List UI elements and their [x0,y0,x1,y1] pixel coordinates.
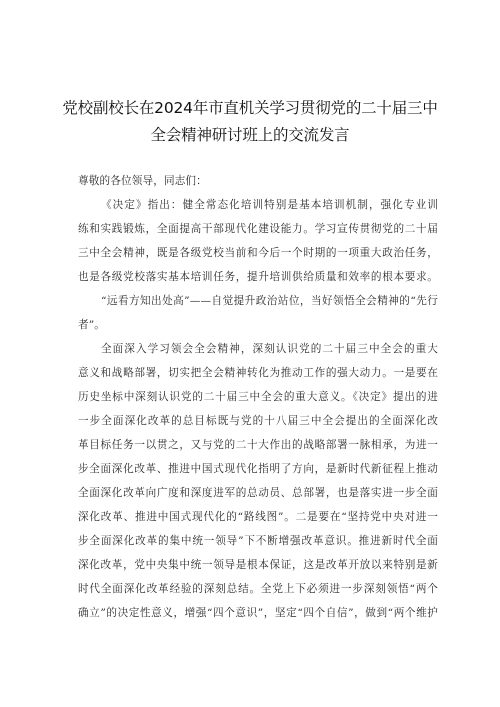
document-title-line-1: 党校副校长在2024年市直机关学习贯彻党的二十届三中 [62,99,438,117]
paragraph-2-line: 深化改革，党中央集中统一领导是根本保证，这是改革开放以来特别是新 [78,559,438,571]
paragraph-2-line: 全面深入学习领会全会精神，深刻认识党的二十届三中全会的重大 [101,343,438,355]
paragraph-1-line: 练和实践锻炼，全面提高干部现代化建设能力。学习宣传贯彻党的二十届 [78,223,438,235]
paragraph-2-line: 一步全面深化改革的总目标既与党的十八届三中全会提出的全面深化改 [78,415,438,427]
paragraph-2-line: 历史坐标中深刻认识党的二十届三中全会的重大意义。《决定》提出的进 [78,391,438,403]
paragraph-1-line: 也是各级党校落实基本培训任务，提升培训供给质量和效率的根本要求。 [78,271,438,283]
paragraph-2-line: 全面深化改革向广度和深度进军的总动员、总部署，也是落实进一步全面 [78,487,438,499]
paragraph-2-line: 深化改革、推进中国式现代化的“路线图”。二是要在“坚持党中央对进一 [78,511,438,523]
document-title-line-2: 全会精神研讨班上的交流发言 [150,126,350,144]
paragraph-2-line: 意义和战略部署，切实把全会精神转化为推动工作的强大动力。一是要在 [78,367,438,379]
paragraph-1-line: 《决定》指出：健全常态化培训特别是基本培训机制，强化专业训 [101,199,438,211]
paragraph-2-line: 步全面深化改革的集中统一领导”下不断增强改革意识。推进新时代全面 [78,535,438,547]
section-heading-line: 者”。 [78,319,106,331]
paragraph-2-line: 时代全面深化改革经验的深刻总结。全党上下必须进一步深刻领悟“两个 [78,583,438,595]
paragraph-2-line: 革目标任务一以贯之，又与党的二十大作出的战略部署一脉相承，为进一 [78,439,438,451]
paragraph-1-line: 三中全会精神，既是各级党校当前和今后一个时期的一项重大政治任务， [78,247,438,259]
salutation: 尊敬的各位领导，同志们： [78,175,207,187]
section-heading-line: “远看方知出处高”——自觉提升政治站位，当好领悟全会精神的“先行 [101,295,438,307]
paragraph-2-line: 步全面深化改革、推进中国式现代化指明了方向，是新时代新征程上推动 [78,463,438,475]
paragraph-2-line: 确立”的决定性意义，增强“四个意识”，坚定“四个自信”，做到“两个维护 [78,607,438,619]
